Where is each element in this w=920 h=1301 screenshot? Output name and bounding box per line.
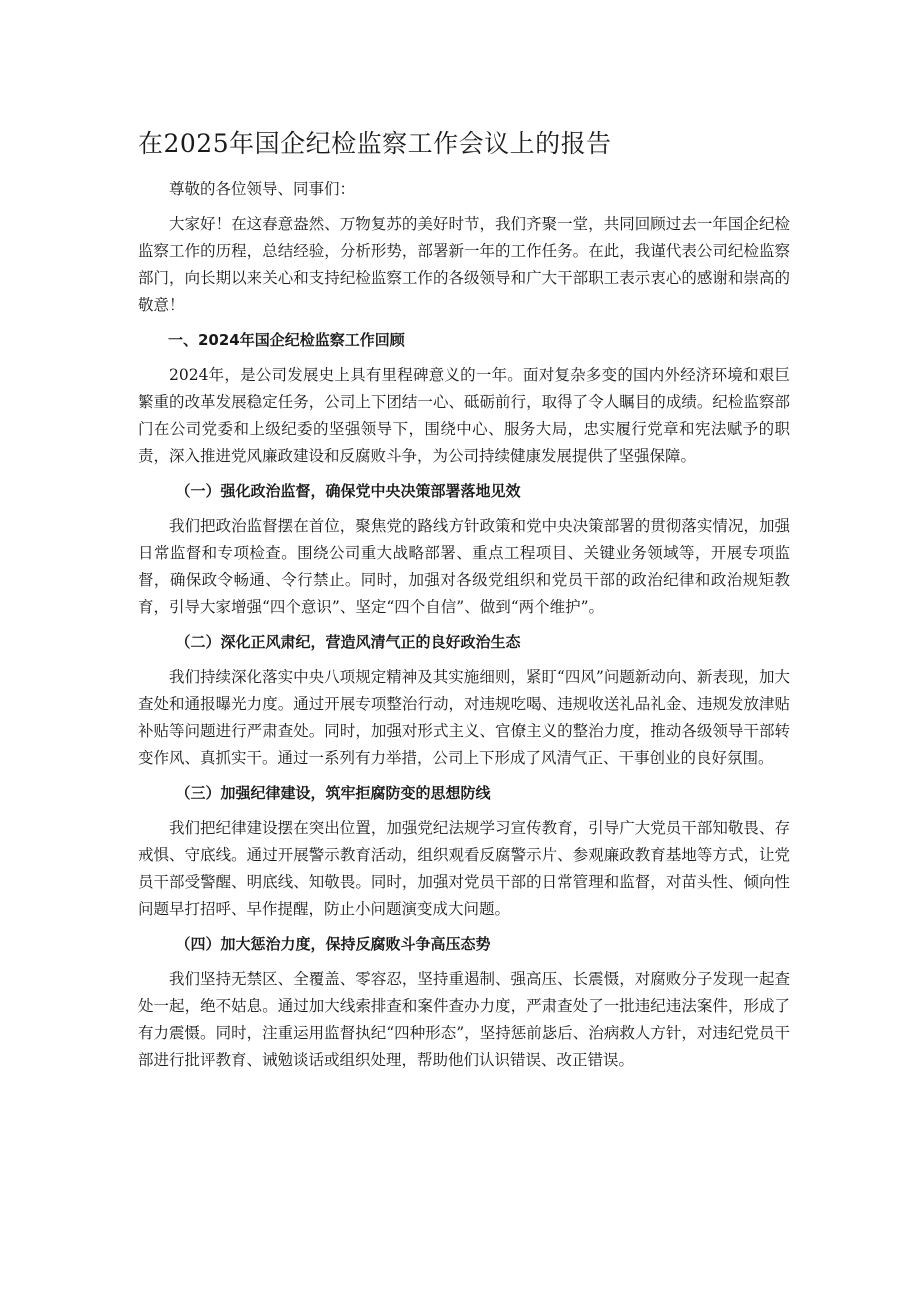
salutation: 尊敬的各位领导、同事们： <box>169 180 356 198</box>
subsection-heading-1: （一）强化政治监督，确保党中央决策部署落地见效 <box>175 482 521 500</box>
subsection-paragraph-4: 我们坚持无禁区、全覆盖、零容忍，坚持重遏制、强高压、长震慑，对腐败分子发现一起查处一起，绝不姑息。通过加大线索排查和案件查办力度，严肃查处了一批违纪违法案件，形成了有力震慑。同时，注重运用监督执纪“四种形态”，坚持惩前毖后、治病救人方针，对违纪党员干部进行批评教育、诫勉谈话或组织处理，帮助他们认识错误、改正错误。 <box>138 970 790 1069</box>
subsection-paragraph-1: 我们把政治监督摆在首位，聚焦党的路线方针政策和党中央决策部署的贯彻落实情况，加强日常监督和专项检查。围绕公司重大战略部署、重点工程项目、关键业务领域等，开展专项监督，确保政令畅通、令行禁止。同时，加强对各级党组织和党员干部的政治纪律和政治规矩教育，引导大家增强“四个意识”、坚定“四个自信”、做到“两个维护”。 <box>138 517 790 616</box>
subsection-heading-2: （二）深化正风肃纪，营造风清气正的良好政治生态 <box>175 633 521 651</box>
section-intro-paragraph: 2024年，是公司发展史上具有里程碑意义的一年。面对复杂多变的国内外经济环境和艰巨繁重的改革发展稳定任务，公司上下团结一心、砥砺前行，取得了令人瞩目的成绩。纪检监察部门在公司党委和上级纪委的坚强领导下，围绕中心、服务大局，忠实履行党章和宪法赋予的职责，深入推进党风廉政建设和反腐败斗争，为公司持续健康发展提供了坚强保障。 <box>138 366 790 465</box>
subsection-paragraph-3: 我们把纪律建设摆在突出位置，加强党纪法规学习宣传教育，引导广大党员干部知敬畏、存戒惧、守底线。通过开展警示教育活动，组织观看反腐警示片、参观廉政教育基地等方式，让党员干部受警醒、明底线、知敬畏。同时，加强对党员干部的日常管理和监督，对苗头性、倾向性问题早打招呼、早作提醒，防止小问题演变成大问题。 <box>138 819 790 918</box>
subsection-heading-3: （三）加强纪律建设，筑牢拒腐防变的思想防线 <box>175 784 491 802</box>
document-body <box>138 176 790 1082</box>
document-title: 在2025年国企纪检监察工作会议上的报告 <box>138 129 612 158</box>
subsection-paragraph-2: 我们持续深化落实中央八项规定精神及其实施细则，紧盯“四风”问题新动向、新表现，加大查处和通报曝光力度。通过开展专项整治行动，对违规吃喝、违规收送礼品礼金、违规发放津贴补贴等问题进行严肃查处。同时，加强对形式主义、官僚主义的整治力度，推动各级领导干部转变作风、真抓实干。通过一系列有力举措，公司上下形成了风清气正、干事创业的良好氛围。 <box>138 668 790 767</box>
section-heading: 一、2024年国企纪检监察工作回顾 <box>168 331 405 349</box>
subsection-heading-4: （四）加大惩治力度，保持反腐败斗争高压态势 <box>175 935 491 953</box>
opening-paragraph: 大家好！在这春意盎然、万物复苏的美好时节，我们齐聚一堂，共同回顾过去一年国企纪检监察工作的历程，总结经验，分析形势，部署新一年的工作任务。在此，我谨代表公司纪检监察部门，向长期以来关心和支持纪检监察工作的各级领导和广大干部职工表示衷心的感谢和崇高的敬意！ <box>138 215 790 314</box>
